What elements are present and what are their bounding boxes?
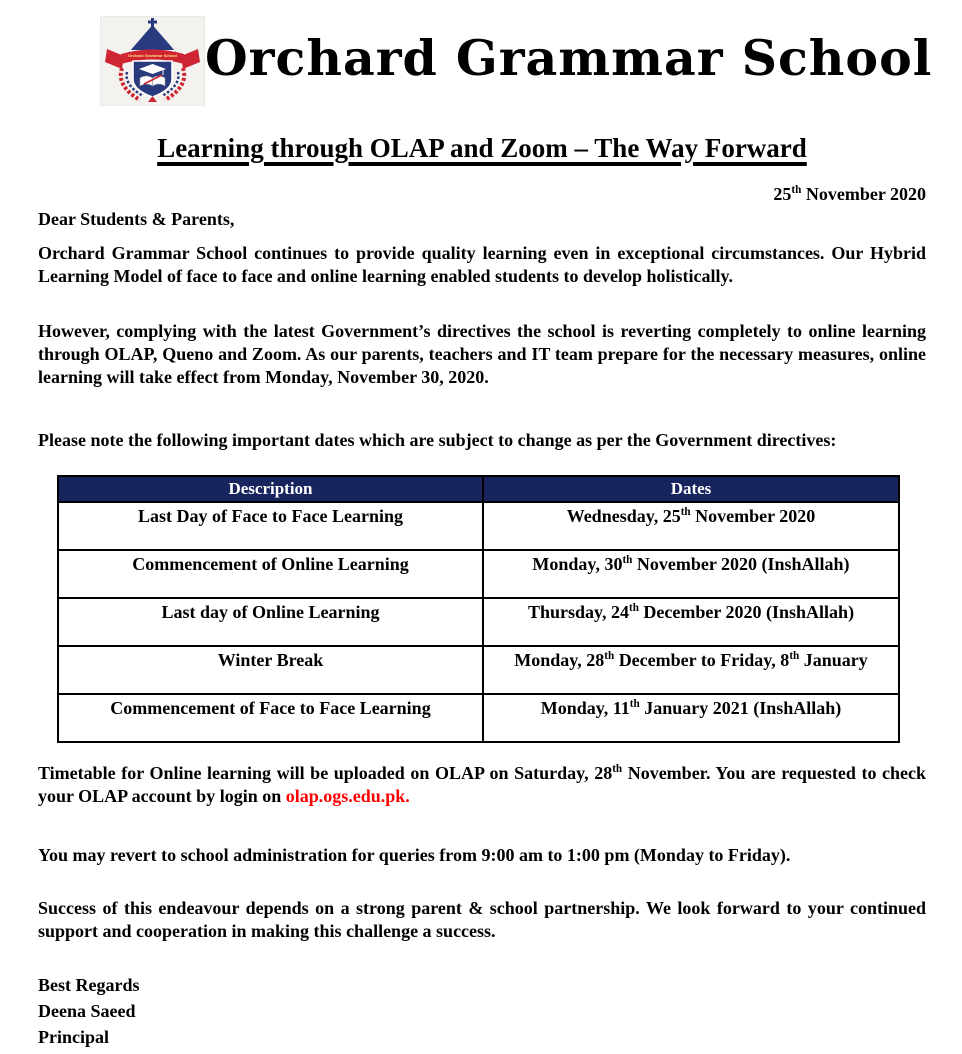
- notice-title: Learning through OLAP and Zoom – The Way Forward: [157, 133, 807, 163]
- table-cell-date: Wednesday, 25th November 2020: [483, 502, 899, 550]
- table-cell-date: Thursday, 24th December 2020 (InshAllah): [483, 598, 899, 646]
- table-cell-description: Commencement of Online Learning: [58, 550, 483, 598]
- school-crest-icon: [100, 16, 205, 106]
- paragraph-timetable: [38, 762, 926, 808]
- table-row: [58, 694, 899, 742]
- notice-date: 25th November 2020: [773, 184, 926, 204]
- column-header-dates: Dates: [483, 476, 899, 502]
- closing-block: [38, 972, 926, 1050]
- table-cell-description: Winter Break: [58, 646, 483, 694]
- table-header-row: [58, 476, 899, 502]
- table-row: [58, 646, 899, 694]
- paragraph-dates-note: Please note the following important dates which are subject to change as per the Government directives:: [38, 430, 837, 450]
- table-cell-description: Commencement of Face to Face Learning: [58, 694, 483, 742]
- table-cell-description: Last day of Online Learning: [58, 598, 483, 646]
- logo-banner-text: Orchard Grammar School: [128, 53, 177, 58]
- paragraph-directives: However, complying with the latest Government’s directives the school is reverting completely to online learning through OLAP, Queno and Zoom. As our parents, teachers and IT team prepare for the necessary measures, online learning will take effect from Monday, November 30, 2020.: [38, 321, 926, 387]
- closing-regards: Best Regards: [38, 975, 140, 995]
- closing-signatory-name: Deena Saeed: [38, 1001, 136, 1021]
- paragraph-queries: You may revert to school administration for queries from 9:00 am to 1:00 pm (Monday to Friday).: [38, 845, 791, 865]
- school-header: [100, 15, 933, 107]
- table-row: [58, 502, 899, 550]
- table-cell-date: Monday, 28th December to Friday, 8th January: [483, 646, 899, 694]
- salutation: Dear Students & Parents,: [38, 209, 235, 229]
- important-dates-table: [57, 475, 900, 743]
- school-name: Orchard Grammar School: [205, 29, 933, 87]
- paragraph-intro: Orchard Grammar School continues to provide quality learning even in exceptional circumstances. Our Hybrid Learning Model of face to face and online learning enabled students to develop holistically.: [38, 243, 926, 286]
- paragraph-timetable-text: Timetable for Online learning will be uploaded on OLAP on Saturday, 28th November. You are requested to check your OLAP account by login on: [38, 763, 927, 806]
- table-cell-description: Last Day of Face to Face Learning: [58, 502, 483, 550]
- column-header-description: Description: [58, 476, 483, 502]
- paragraph-success: Success of this endeavour depends on a strong parent & school partnership. We look forward to your continued support and cooperation in making this challenge a success.: [38, 898, 926, 941]
- table-row: [58, 550, 899, 598]
- olap-portal-link[interactable]: olap.ogs.edu.pk.: [285, 786, 410, 806]
- table-row: [58, 598, 899, 646]
- table-cell-date: Monday, 30th November 2020 (InshAllah): [483, 550, 899, 598]
- closing-signatory-role: Principal: [38, 1027, 109, 1047]
- school-logo: [100, 16, 205, 106]
- table-cell-date: Monday, 11th January 2021 (InshAllah): [483, 694, 899, 742]
